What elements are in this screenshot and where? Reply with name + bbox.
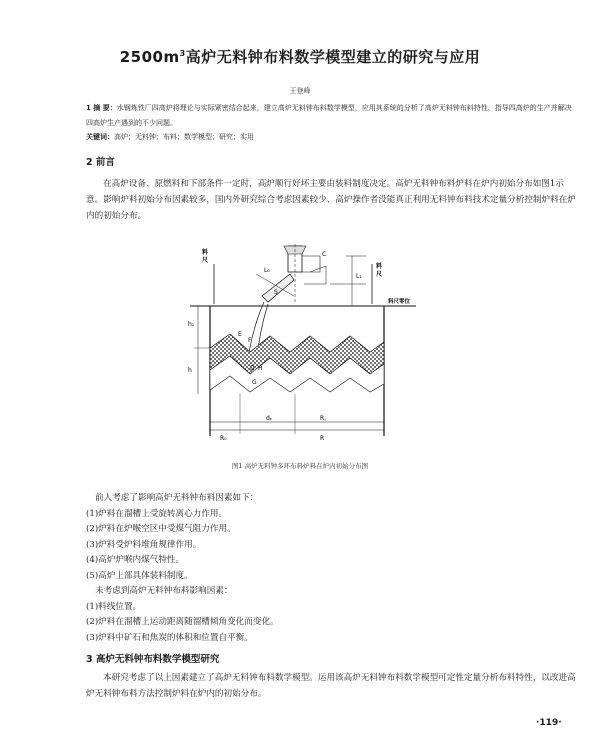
title-rest: 高炉无料钟布料数学模型建立的研究与应用 [185, 48, 481, 66]
label-l1: L₁ [356, 273, 362, 280]
abstract [86, 101, 576, 131]
page-number: ·119· [536, 718, 562, 728]
label-f: F [248, 337, 252, 344]
figure-1 [180, 244, 420, 459]
left-gauge-label-2: 尺 [202, 257, 209, 264]
list-item: (2)炉料在溜槽上运动距离随溜槽倾角变化而变化。 [86, 617, 279, 627]
abstract-label: 1 摘 要： [86, 104, 117, 112]
author: 王登峰 [289, 87, 311, 95]
keywords-text: 高炉；无料钟；布料；数学模型；研究；实用 [114, 133, 254, 141]
label-e: E [238, 331, 242, 338]
throat-bracket [302, 256, 320, 272]
burden-distribution-diagram [180, 244, 420, 459]
list-item: 前人考虑了影响高炉无料钟布料因素如下： [95, 493, 259, 503]
list-item: (2)炉料在炉喉空区中受煤气阻力作用。 [86, 524, 236, 534]
label-ro: R₀ [220, 435, 227, 442]
list-item: 未考虑到高炉无料钟布料影响因素： [95, 586, 233, 596]
list-item: (1)料线位置。 [86, 601, 142, 612]
label-dk: dₖ [266, 415, 273, 422]
list-item: (1)炉料在溜槽上受旋转离心力作用。 [86, 508, 228, 519]
stockline-zero-label: 料尺零位 [388, 299, 411, 305]
rotating-chute [262, 274, 294, 302]
abstract-text: 水钢炼铁厂四高炉将理论与实际紧密结合起来，建立高炉无料钟布料数学模型，应用其系统的分析了高炉无料钟布料特性，指导四高炉的生产并解决四高炉生产遇到的不少问题。 [86, 104, 572, 127]
label-s: S [274, 289, 278, 296]
list-item: (3)炉料中矿石和焦炭的体积和位置自平衡。 [86, 632, 253, 643]
section-2-paragraph: 在高炉设备、原燃料和下部条件一定时，高炉顺行好坏主要由装料制度决定。高炉无料钟布料炉料在炉内初始分布如图1示意。影响炉料初始分布因素较多，国内外研究综合考虑因素较少、高炉操作者没能真正利用无料钟布料技术定量分析控制炉料在炉内的初始分布。 [86, 179, 576, 221]
title-superscript: 3 [179, 49, 186, 58]
paper-title [0, 46, 600, 67]
list-item: (5)高炉上部具体装料制度。 [86, 570, 193, 581]
section-3-paragraph: 本研究考虑了以上因素建立了高炉无料钟布料数学模型。运用该高炉无料钟布料数学模型可定性定量分析布料特性，以改进高炉无料钟布料方法控制炉料在炉内的初始分布。 [86, 673, 576, 699]
list-item: (3)炉料受炉料堆角规律作用。 [86, 539, 202, 550]
page-number-value: 119 [539, 718, 559, 728]
label-g: G [252, 379, 257, 386]
figure-1-caption: 图1 高炉无料钟多环布料炉料在炉内初始分布图 [231, 462, 369, 470]
left-gauge-label: 料 [202, 249, 209, 256]
label-rc: R꜀ [320, 415, 327, 422]
right-gauge-label-2: 尺 [376, 271, 383, 278]
title-prefix: 2500m [119, 48, 180, 66]
factor-list [86, 491, 576, 646]
keywords [86, 131, 576, 143]
label-h: h [188, 367, 192, 374]
right-gauge-label: 料 [376, 263, 383, 270]
section-2-heading: 2 前言 [86, 157, 115, 168]
label-h1: h₁ [188, 321, 195, 328]
label-l0: L₀ [264, 267, 270, 274]
label-r: R [320, 435, 325, 442]
section-3-heading: 3 高炉无料钟布料数学模型研究 [86, 654, 220, 665]
throat-wall [304, 266, 326, 284]
keywords-label: 关键词： [86, 133, 114, 141]
list-item: (4)高炉炉喉内煤气特性。 [86, 555, 185, 565]
label-h-point: H [258, 365, 263, 372]
label-d: D [250, 365, 255, 372]
label-c: C [322, 251, 327, 258]
